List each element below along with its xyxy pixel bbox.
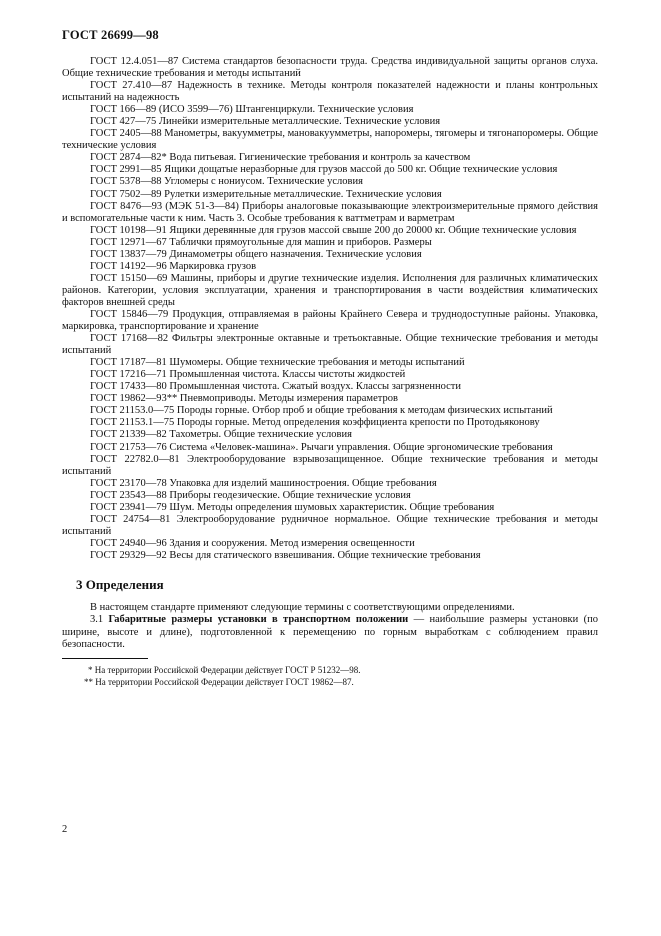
reference-item: ГОСТ 21153.1—75 Породы горные. Метод определения коэффициента крепости по Протодьяконову — [90, 417, 540, 429]
definition-item — [62, 614, 598, 651]
reference-item: ГОСТ 5378—88 Угломеры с нониусом. Технические условия — [90, 176, 363, 188]
document-code: ГОСТ 26699—98 — [62, 28, 159, 42]
reference-item: ГОСТ 21153.0—75 Породы горные. Отбор проб и общие требования к методам физических испытаний — [90, 405, 553, 417]
reference-item: ГОСТ 12.4.051—87 Система стандартов безопасности труда. Средства индивидуальной защиты органов слуха. Общие технические требования и методы испытаний — [62, 56, 598, 80]
footnote: ** На территории Российской Федерации действует ГОСТ 19862—87. — [84, 677, 354, 688]
reference-item: ГОСТ 17168—82 Фильтры электронные октавные и третьоктавные. Общие технические требования и методы испытаний — [62, 333, 598, 357]
document-page — [62, 28, 598, 688]
reference-item: ГОСТ 29329—92 Весы для статического взвешивания. Общие технические требования — [90, 549, 481, 561]
reference-item: ГОСТ 23170—78 Упаковка для изделий машиностроения. Общие требования — [90, 477, 437, 489]
reference-item: ГОСТ 15150—69 Машины, приборы и другие технические изделия. Исполнения для различных климатических районов. Категории, условия эксплуатации, хранения и транспортирования в части воздействия климатических факторов внешней среды — [62, 272, 598, 308]
reference-item: ГОСТ 23543—88 Приборы геодезические. Общие технические условия — [90, 489, 411, 501]
reference-item: ГОСТ 2874—82* Вода питьевая. Гигиенические требования и контроль за качеством — [90, 152, 471, 164]
reference-item: ГОСТ 21339—82 Тахометры. Общие технические условия — [90, 429, 352, 441]
reference-item: ГОСТ 427—75 Линейки измерительные металлические. Технические условия — [90, 116, 441, 128]
reference-item: ГОСТ 19862—93** Пневмоприводы. Методы измерения параметров — [90, 393, 398, 405]
reference-item: ГОСТ 14192—96 Маркировка грузов — [90, 260, 257, 272]
reference-item: ГОСТ 13837—79 Динамометры общего назначения. Технические условия — [90, 248, 422, 260]
reference-item: ГОСТ 17216—71 Промышленная чистота. Классы чистоты жидкостей — [90, 369, 406, 381]
reference-item: ГОСТ 24940—96 Здания и сооружения. Метод измерения освещенности — [90, 537, 415, 549]
reference-item: ГОСТ 17187—81 Шумомеры. Общие технические требования и методы испытаний — [90, 357, 465, 369]
definition-term: Габаритные размеры установки в транспортном положении — [108, 614, 409, 626]
page-number: 2 — [62, 824, 68, 835]
reference-item: ГОСТ 21753—76 Система «Человек-машина». Рычаги управления. Общие эргономические требования — [90, 441, 553, 453]
reference-item: ГОСТ 17433—80 Промышленная чистота. Сжатый воздух. Классы загрязненности — [90, 381, 461, 393]
reference-item: ГОСТ 2405—88 Манометры, вакуумметры, мановакуумметры, напоромеры, тягомеры и тягонапоромеры. Общие технические условия — [62, 128, 598, 152]
reference-item: ГОСТ 23941—79 Шум. Методы определения шумовых характеристик. Общие требования — [90, 501, 495, 513]
footnote: * На территории Российской Федерации действует ГОСТ Р 51232—98. — [88, 665, 361, 676]
reference-item: ГОСТ 2991—85 Ящики дощатые неразборные для грузов массой до 500 кг. Общие технические условия — [90, 164, 558, 176]
definition-number: 3.1 — [90, 614, 104, 626]
reference-item: ГОСТ 166—89 (ИСО 3599—76) Штангенциркули. Технические условия — [90, 104, 414, 116]
reference-item: ГОСТ 12971—67 Таблички прямоугольные для машин и приборов. Размеры — [90, 236, 432, 248]
reference-item: ГОСТ 24754—81 Электрооборудование рудничное нормальное. Общие технические требования и методы испытаний — [62, 513, 598, 537]
reference-item: ГОСТ 27.410—87 Надежность в технике. Методы контроля показателей надежности и планы контрольных испытаний на надежность — [62, 80, 598, 104]
normative-references-list — [62, 56, 598, 562]
section-intro: В настоящем стандарте применяют следующие термины с соответствующими определениями. — [90, 601, 515, 613]
footnote-divider — [62, 658, 148, 659]
reference-item: ГОСТ 8476—93 (МЭК 51-3—84) Приборы аналоговые показывающие электроизмерительные прямого действия и вспомогательные части к ним. Часть 3. Особые требования к ваттметрам и варметрам — [62, 200, 598, 224]
reference-item: ГОСТ 7502—89 Рулетки измерительные металлические. Технические условия — [90, 188, 442, 200]
definition-text: — наибольшие размеры установки (по ширине, высоте и длине), подготовленной к перемещению по горным выработкам с соблюдением правил безопасности. — [62, 614, 599, 650]
reference-item: ГОСТ 22782.0—81 Электрооборудование взрывозащищенное. Общие технические требования и методы испытаний — [62, 453, 598, 477]
section-heading: 3 Определения — [76, 576, 164, 592]
reference-item: ГОСТ 10198—91 Ящики деревянные для грузов массой свыше 200 до 20000 кг. Общие технические условия — [90, 224, 577, 236]
reference-item: ГОСТ 15846—79 Продукция, отправляемая в районы Крайнего Севера и труднодоступные районы. Упаковка, маркировка, транспортирование и хранение — [62, 308, 598, 333]
